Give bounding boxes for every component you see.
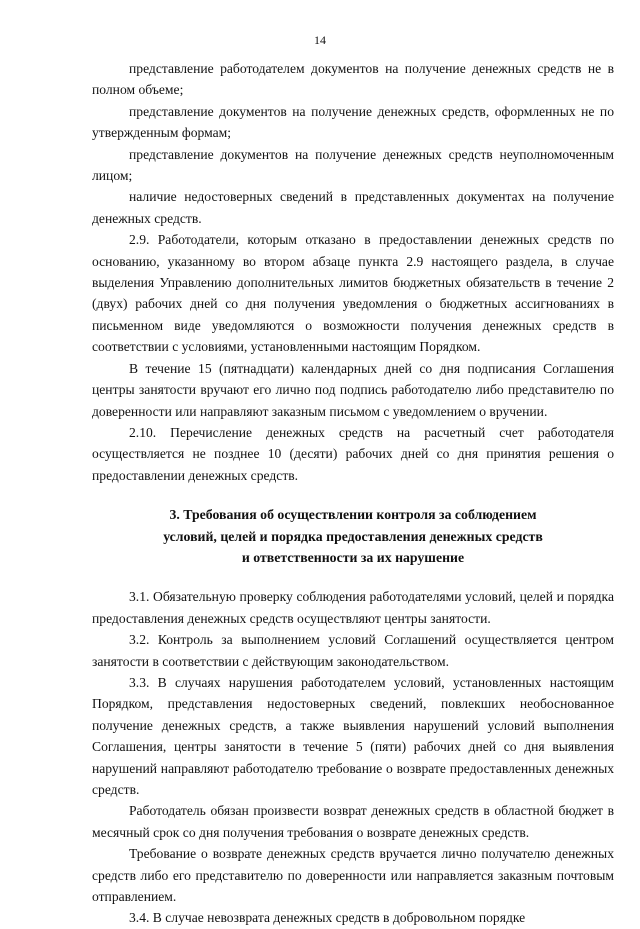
document-body: [92, 58, 614, 929]
section-heading-line: 3. Требования об осуществлении контроля за соблюдением: [169, 507, 537, 523]
section-heading-line: условий, целей и порядка предоставления денежных средств: [163, 528, 543, 544]
paragraph: В течение 15 (пятнадцати) календарных дней со дня подписания Соглашения центры занятости вручают его лично под подпись работодателю либо представителю по доверенности или направляют заказным письмом с уведомлением о вручении.: [92, 360, 614, 419]
section-heading-line: и ответственности за их нарушение: [241, 549, 465, 565]
paragraph: Требование о возврате денежных средств вручается лично получателю денежных средств либо его представителю по доверенности или направляется заказным почтовым отправлением.: [92, 846, 614, 905]
paragraph-3-2: 3.2. Контроль за выполнением условий Соглашений осуществляется центром занятости в соответствии с действующим законодательством.: [92, 632, 614, 669]
page-number: 14: [314, 33, 326, 47]
paragraph: представление работодателем документов на получение денежных средств не в полном объеме;: [92, 61, 614, 98]
paragraph-3-3: 3.3. В случаях нарушения работодателем условий, установленных настоящим Порядком, представления недостоверных сведений, повлекших необоснованное получение денежных средств, а также выявления нарушений условий выполнения Соглашения, центры занятости в течение 5 (пяти) рабочих дней со дня выявления нарушений направляют работодателю требование о возврате предоставленных денежных средств.: [92, 674, 614, 797]
paragraph: представление документов на получение денежных средств, оформленных не по утвержденным формам;: [92, 103, 614, 141]
paragraph-3-1: 3.1. Обязательную проверку соблюдения работодателями условий, целей и порядка предоставления денежных средств осуществляют центры занятости.: [92, 589, 614, 626]
paragraph-2-10: 2.10. Перечисление денежных средств на расчетный счет работодателя осуществляется не позднее 10 (десяти) рабочих дней со дня принятия решения о предоставлении денежных средств.: [92, 424, 614, 483]
section-heading: [92, 504, 614, 568]
paragraph: наличие недостоверных сведений в представленных документах на получение денежных средств.: [92, 189, 614, 226]
paragraph-2-9: 2.9. Работодатели, которым отказано в предоставлении денежных средств по основанию, указанному во втором абзаце пункта 2.9 настоящего раздела, в случае выделения Управлению дополнительных лимитов бюджетных обязательств в течение 2 (двух) рабочих дней со дня получения уведомления о бюджетных ассигнованиях в письменном виде уведомляются о возможности получения денежных средств в соответствии с условиями, установленными настоящим Порядком.: [92, 232, 614, 355]
paragraph: представление документов на получение денежных средств неуполномоченным лицом;: [92, 146, 614, 184]
paragraph: Работодатель обязан произвести возврат денежных средств в областной бюджет в месячный срок со дня получения требования о возврате денежных средств.: [92, 803, 614, 840]
paragraph-3-4: 3.4. В случае невозврата денежных средств в добровольном порядке: [129, 910, 526, 926]
